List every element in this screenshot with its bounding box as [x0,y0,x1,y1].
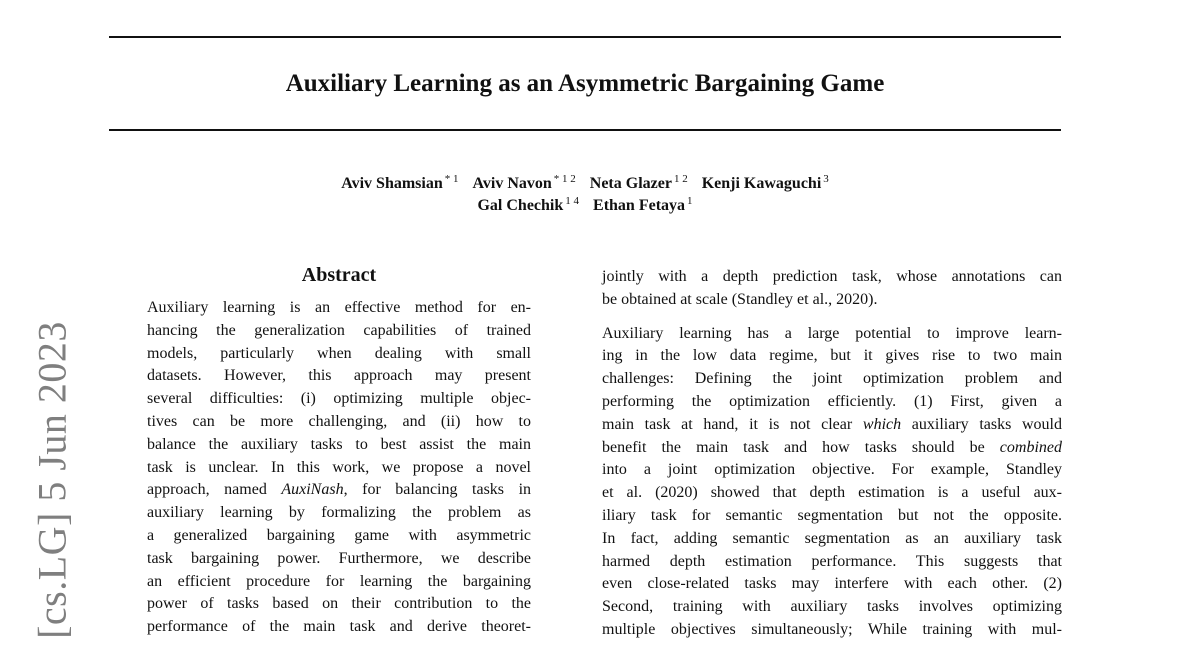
text-line: auxiliary learning by formalizing the problem as [147,504,531,522]
text-line: several difficulties: (i) optimizing multiple objec- [147,390,531,408]
abstract-heading: Abstract [301,264,377,286]
text-line [602,437,1062,460]
text-line: performing the optimization efficiently. (1) First, given a [602,392,1062,410]
text-line: power of tasks based on their contribution to the [147,595,531,613]
text-run: auxiliary tasks would [901,415,1062,433]
text-line: task is unclear. In this work, we propose a novel [147,458,531,476]
text-line [602,414,1062,437]
text-line: be obtained at scale (Standley et al., 2020). [602,290,878,308]
author [702,173,829,195]
author-affiliation: * 1 2 [553,172,576,185]
text-line: an efficient procedure for learning the bargaining [147,572,531,590]
author [593,195,693,217]
author [477,195,579,217]
text-run: main task at hand, it is not clear [602,415,863,433]
text-line: even close-related tasks may interfere with each other. (2) [602,575,1062,593]
text-line: tives can be more challenging, and (ii) how to [147,412,531,430]
title-rule-top [109,36,1061,38]
text-line: performance of the main task and derive theoret- [147,618,531,636]
author [473,173,576,195]
author-name: Aviv Navon [472,175,552,192]
title-rule-bottom [109,129,1061,131]
text-line: into a joint optimization objective. For example, Standley [602,461,1062,479]
text-line: hancing the generalization capabilities of trained [147,321,531,339]
author [341,173,458,195]
author-affiliation: 1 2 [673,172,688,185]
author-affiliation: 1 4 [565,194,580,207]
text-line: ing in the low data regime, but it gives rise to two main [602,347,1062,365]
text-line: a generalized bargaining game with asymmetric [147,526,531,544]
paper-title: Auxiliary Learning as an Asymmetric Bargaining Game [285,70,885,97]
text-line: models, particularly when dealing with small [147,344,531,362]
text-line: balance the auxiliary tasks to best assist the main [147,435,531,453]
emphasis: which [862,415,902,433]
author-affiliation: * 1 [444,172,459,185]
text-line: Auxiliary learning has a large potential to improve learn- [602,324,1062,342]
author-name: Kenji Kawaguchi [701,175,822,192]
author-name: Aviv Shamsian [341,175,443,192]
abstract-body [147,297,531,639]
text-line: multiple objectives simultaneously; While training with mul- [602,620,1062,638]
author-name: Ethan Fetaya [593,197,686,214]
arxiv-stamp: [cs.LG] 5 Jun 2023 [29,321,75,639]
text-run: , for balancing tasks in [343,481,532,499]
author-list [109,173,1061,217]
text-line: challenges: Defining the joint optimization problem and [602,370,1062,388]
text-line: harmed depth estimation performance. This suggests that [602,552,1062,570]
author-name: Gal Chechik [477,197,564,214]
author-name: Neta Glazer [589,175,672,192]
text-line: Auxiliary learning is an effective method for en- [147,299,531,316]
emphasis: combined [999,438,1062,456]
intro-body [602,266,1062,642]
author-affiliation: 3 [823,172,829,185]
text-line: jointly with a depth prediction task, whose annotations can [602,268,1062,285]
text-run: approach, named [147,481,282,499]
text-run: benefit the main task and how tasks should be [602,438,1000,456]
author-line-1 [109,173,1061,195]
method-name: AuxiNash [281,481,344,499]
author-affiliation: 1 [687,194,693,207]
text-line: datasets. However, this approach may present [147,367,531,385]
text-line: et al. (2020) showed that depth estimation is a useful aux- [602,484,1062,502]
text-line: task bargaining power. Furthermore, we describe [147,549,531,567]
text-line: iliary task for semantic segmentation but not the opposite. [602,506,1062,524]
text-line [147,479,531,502]
author-line-2 [109,195,1061,217]
text-line: Second, training with auxiliary tasks involves optimizing [602,598,1062,616]
paragraph-gap [602,312,1062,323]
author [590,173,688,195]
text-line: In fact, adding semantic segmentation as an auxiliary task [602,529,1062,547]
